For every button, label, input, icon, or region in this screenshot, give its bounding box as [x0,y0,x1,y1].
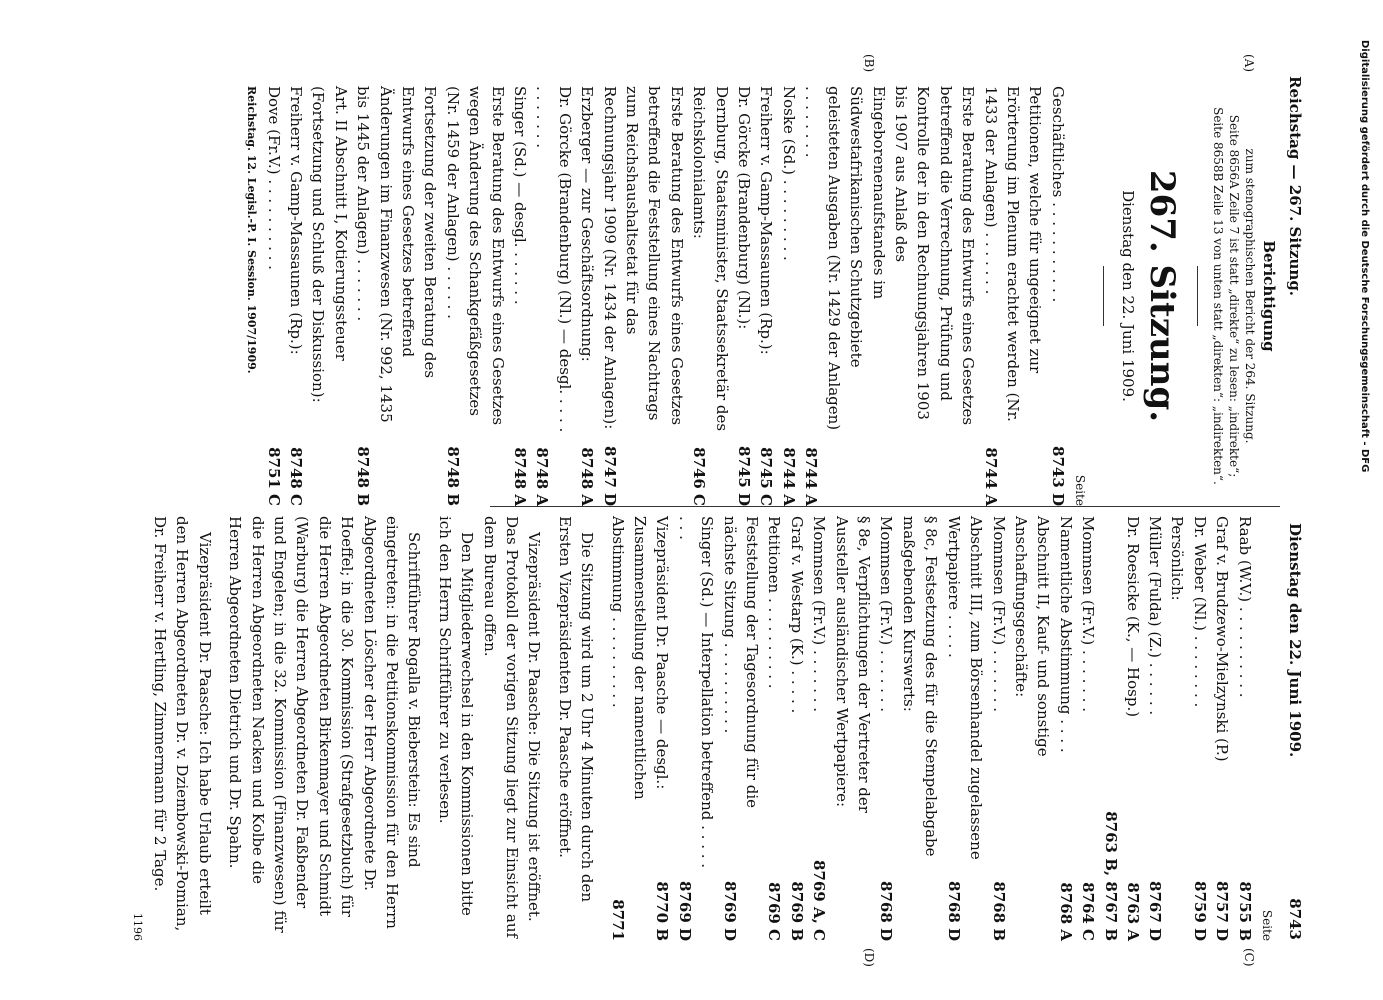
toc-entry-text: Abschnitt III, zum Börsenhandel zugelassene Wertpapiere . . . . . [944,516,986,860]
toc-entry-text: Dr. Görcke (Brandenburg) (Nl.) — desgl. . . . . . . . . . . . [533,86,574,433]
toc-entry [598,86,688,506]
toc-entry-page: 8769 D [720,881,739,941]
toc-entry [1099,516,1121,941]
toc-entry [651,516,673,941]
toc-entry-text: § 8c, Festsetzung des für die Stempelabgabe maßgebenden Kurswerts: [899,516,941,857]
header-date: Dienstag den 22. Juni 1909. [1286,523,1304,758]
digitization-credit: Digitalisierung gefördert durch die Deutsche Forschungsgemeinschaft - DFG [1359,40,1370,473]
toc-entry-page: 8748 A [511,447,530,506]
toc-entry [942,516,987,941]
toc-entry-page: 8744 A [981,447,1000,506]
toc-entry-text: Abschnitt II, Kauf- und sonstige Anschaffungsgeschäfte: [1011,516,1053,757]
toc-entry [1077,516,1099,941]
toc-entry [262,86,284,506]
toc-entry-page: 8748 A [578,447,597,506]
toc-entry-text: § 8e, Verpflichtungen der Vertreter der Aussteller ausländischer Wertpapiere: [832,516,874,813]
members-paragraph: Den Mitgliederwechsel in den Kommissionen bitte ich den Herrn Schriftführer zu verlesen. [435,516,477,916]
right-column [126,516,1280,941]
toc-entry-page: 8745 D [735,446,754,506]
toc-entry [785,516,807,941]
toc-entry-text: Mommsen (Fr.V.) . . . . . . . [989,516,1008,712]
toc-entry [673,516,718,941]
toc-entry-text: Erste Beratung des Entwurfs eines Gesetzes wegen Änderung des Schankgefäßgesetzes (Nr. 1459 der Anlagen) . . . . . . [443,86,507,426]
toc-entry-text: Petitionen . . . . . . . . . . [765,516,784,689]
page-footer: Reichstag. 12. Legisl.-P. I. Session. 1907/1909. [245,86,259,374]
toc-list-left [262,86,1069,506]
toc-entry-page: 8768 A [1056,882,1075,941]
seite-label: Seite [1260,909,1274,941]
leave-paragraph: Vizepräsident Dr. Paasche: Ich habe Urlaub erteilt den Herren Abgeordneten Dr. v. Dziembowski-Pomian, Dr. Freiherr v. Hertling, Zimmermann für 2 Tage. [150,516,214,932]
toc-entry [509,86,531,506]
toc-entry-page: 8769 A, C [810,860,829,941]
toc-entry-text: Vizepräsident Dr. Paasche — desgl.: [653,516,672,790]
toc-entry-text: Feststellung der Tagesordnung für die nächste Sitzung . . . . . . . . . . [720,516,762,809]
correction-title: Berichtigung [1260,240,1278,352]
header-left: Reichstag — 267. Sitzung. [1286,76,1304,297]
correction-sub: zum stenographischen Bericht der 264. Sitzung. [1242,148,1257,444]
toc-entry-text: Dr. Roesicke (K., — Hosp.) [1123,516,1142,718]
toc-entry-text: Erste Beratung des Entwurfs eines Gesetzes betreffend die Feststellung eines Nachtrags zum Reichshaushaltsetat für das Rechnungsjahr 1909 (Nr. 1434 der Anlagen): [600,86,686,430]
toc-entry-text: Mommsen (Fr.V.) . . . . . . . [877,516,896,712]
toc-entry-page: 8768 D [944,881,963,941]
toc-entry-page: 8769 C [765,882,784,941]
toc-entry-text: Dernburg, Staatsminister, Staatssekretär des Reichskolonialamts: [690,86,731,432]
toc-entry-page: 8743 D [1048,446,1067,506]
toc-entry-page: 8768 B [989,881,1008,941]
toc-entry [531,86,576,506]
toc-entry-page: 8748 C [286,447,305,506]
toc-entry [808,516,830,941]
toc-entry [1054,516,1076,941]
toc-entry [1046,86,1068,506]
toc-entry-text: Art. II Abschnitt I, Kotierungssteuer (Fortsetzung und Schluß der Diskussion): [309,86,350,403]
divider [1103,266,1104,326]
toc-entry [606,516,651,941]
toc-entry [285,86,307,506]
toc-entry-text: Singer (Sd.) — desgl. . . . . . . [511,86,530,305]
toc-entry [1188,516,1210,941]
correction-line: Seite 8658B Zeile 13 von unten statt „direkten“: „indirekten“. [1210,107,1225,485]
toc-entry [987,516,1009,941]
toc-entry-text: Dove (Fr.V.) . . . . . . . . . . [264,86,283,270]
toc-entry-page: 8767 D [1145,881,1164,941]
page-code: 1196 [131,913,145,941]
toc-entry [1211,516,1233,941]
toc-entry [576,86,598,506]
toc-entry-page: 8755 B [1235,881,1254,941]
toc-entry [307,86,352,506]
protocol-paragraph: Vizepräsident Dr. Paasche: Die Sitzung ist eröffnet. Das Protokoll der vorigen Sitzung liegt zur Einsicht auf dem Bureau offen. [480,516,544,939]
toc-entry-text: Dr. Görcke (Brandenburg) (Nl.): [735,86,754,330]
toc-entry-page: 8757 D [1213,881,1232,941]
toc-entry-text: Fortsetzung der zweiten Beratung des Entwurfs eines Gesetzes betreffend Änderungen im Finanzwesen (Nr. 992, 1435 bis 1445 der Anlagen) . . . . . . . [354,86,440,423]
toc-entry [688,86,733,506]
toc-entry [898,516,943,941]
toc-entry-text: Graf v. Brudzewo-Mielzynski (P.) [1213,516,1232,762]
margin-mark-a: (A) [1242,54,1256,73]
toc-entry-page: 8769 D [675,881,694,941]
toc-list-right [606,516,1255,941]
column-divider [490,506,1280,507]
toc-entry [352,86,442,506]
toc-entry-page: 8747 D [600,446,619,506]
toc-entry-page: 8748 A [533,447,552,506]
toc-entry [718,516,763,941]
toc-entry-page: 8745 C [757,447,776,506]
page-header [1282,68,1310,948]
toc-entry-text: Graf v. Westarp (K.) . . . . . [787,516,806,714]
toc-entry-text: Zusammenstellung der namentlichen Abstimmung . . . . . . . . . . [608,516,650,800]
toc-entry-page: 8744 A [802,447,821,506]
toc-entry [763,516,785,941]
toc-entry-text: Mommsen (Fr.V.) . . . . . . . [1079,516,1098,712]
toc-entry [1166,516,1188,941]
toc-entry-text: Noske (Sd.) . . . . . . . . . [779,86,798,261]
toc-entry [441,86,508,506]
toc-entry-page: 8771 [608,899,627,941]
toc-entry [755,86,777,506]
toc-entry-text: Petitionen, welche für ungeeignet zur Erörterung im Plenum erachtet werden (Nr. 1433 der Anlagen) . . . . . . . [981,86,1045,422]
toc-entry-text: Mommsen (Fr.V.) . . . . . . . [810,516,829,712]
toc-entry-text: Dr. Weber (Nl.) . . . . . . . . [1190,516,1209,708]
toc-entry-page: 8769 B [787,881,806,941]
correction-line: Seite 8656A Zeile 7 ist statt „direkte“ zu lesen: „indirekte“; [1226,114,1241,478]
toc-entry-page: 8768 D [877,881,896,941]
toc-entry-text: Raab (W.V.) . . . . . . . . . . [1235,516,1254,698]
toc-entry [800,86,979,506]
session-title: 267. Sitzung. [1141,169,1182,423]
toc-entry-page: 8744 A [779,447,798,506]
toc-entry-page: 8763 A [1123,882,1142,941]
toc-entry [875,516,897,941]
toc-entry [830,516,875,941]
left-column [240,86,1280,506]
toc-entry-text: Erste Beratung des Entwurfs eines Gesetzes betreffend die Verrechnung, Prüfung und Kontrolle der in den Rechnungsjahren 1903 bis 1907 aus Anlaß des Eingeborenenaufstandes im Südwestafrikanischen Schutzgebiete geleisteten Ausgaben (Nr. 1429 der Anlagen) . . . . . . . . [802,86,978,431]
toc-entry [1144,516,1166,941]
toc-entry [778,86,800,506]
toc-entry-page: 8748 B [443,446,462,506]
seite-label: Seite [1073,474,1088,506]
divider [1197,266,1198,326]
toc-entry [979,86,1046,506]
opening-paragraph: Die Sitzung wird um 2 Uhr 4 Minuten durch den Ersten Vizepräsidenten Dr. Paasche eröffnet. [555,516,597,903]
toc-entry-text: Geschäftliches . . . . . . . . . . . [1048,86,1067,303]
page-number: 8743 [1286,898,1304,940]
toc-entry-text: Singer (Sd.) — Interpellation betreffend . . . . . . . . [675,516,717,869]
toc-entry-text: Müller (Fulda) (Z.) . . . . . . [1145,516,1164,716]
toc-entry-text: Erzberger — zur Geschäftsordnung: [578,86,597,362]
toc-entry-page: 8748 B [354,446,373,506]
toc-entry [1121,516,1143,941]
toc-entry [733,86,755,506]
toc-entry-text: Freiherr v. Gamp-Massaunen (Rp.): [757,86,776,355]
toc-entry-text: Freiherr v. Gamp-Massaunen (Rp.): [286,86,305,355]
margin-mark-b: (B) [862,54,876,73]
toc-entry-page: 8764 C [1079,882,1098,941]
toc-entry-page: 8759 D [1190,881,1209,941]
margin-mark-c: (C) [1242,948,1256,967]
margin-mark-d: (D) [862,948,876,967]
toc-entry-page: 8763 B, 8767 B [1101,811,1120,941]
toc-entry-page: 8746 C [690,447,709,506]
toc-entry-text: Persönlich: [1168,516,1187,601]
toc-entry-text: Namentliche Abstimmung . . . . [1056,516,1075,753]
rotated-page [50,54,1310,967]
session-date: Dienstag den 22. Juni 1909. [1118,190,1137,402]
toc-entry-page: 8751 C [264,447,283,506]
toc-entry-page: 8770 B [653,881,672,941]
toc-entry [1233,516,1255,941]
toc-entry [1010,516,1055,941]
commission-paragraph: Schriftführer Rogalla v. Bieberstein: Es sind eingetreten: in die Petitionskommission für den Herrn Abgeordneten Löscher der Herr Abgeordnete Dr. Hoeffel; in die 30. Kommission (Strafgesetzbuch) für die Herren Abgeordneten Birkenmayer und Schmidt (Warburg) die Herren Abgeordneten Dr. Faßbender und Engelen; in die 32. Kommission (Finanzwesen) für die Herren Abgeordneten Nacken und Kolbe die Herren Abgeordneten Dietrich und Dr. Spahn. [226,516,424,933]
